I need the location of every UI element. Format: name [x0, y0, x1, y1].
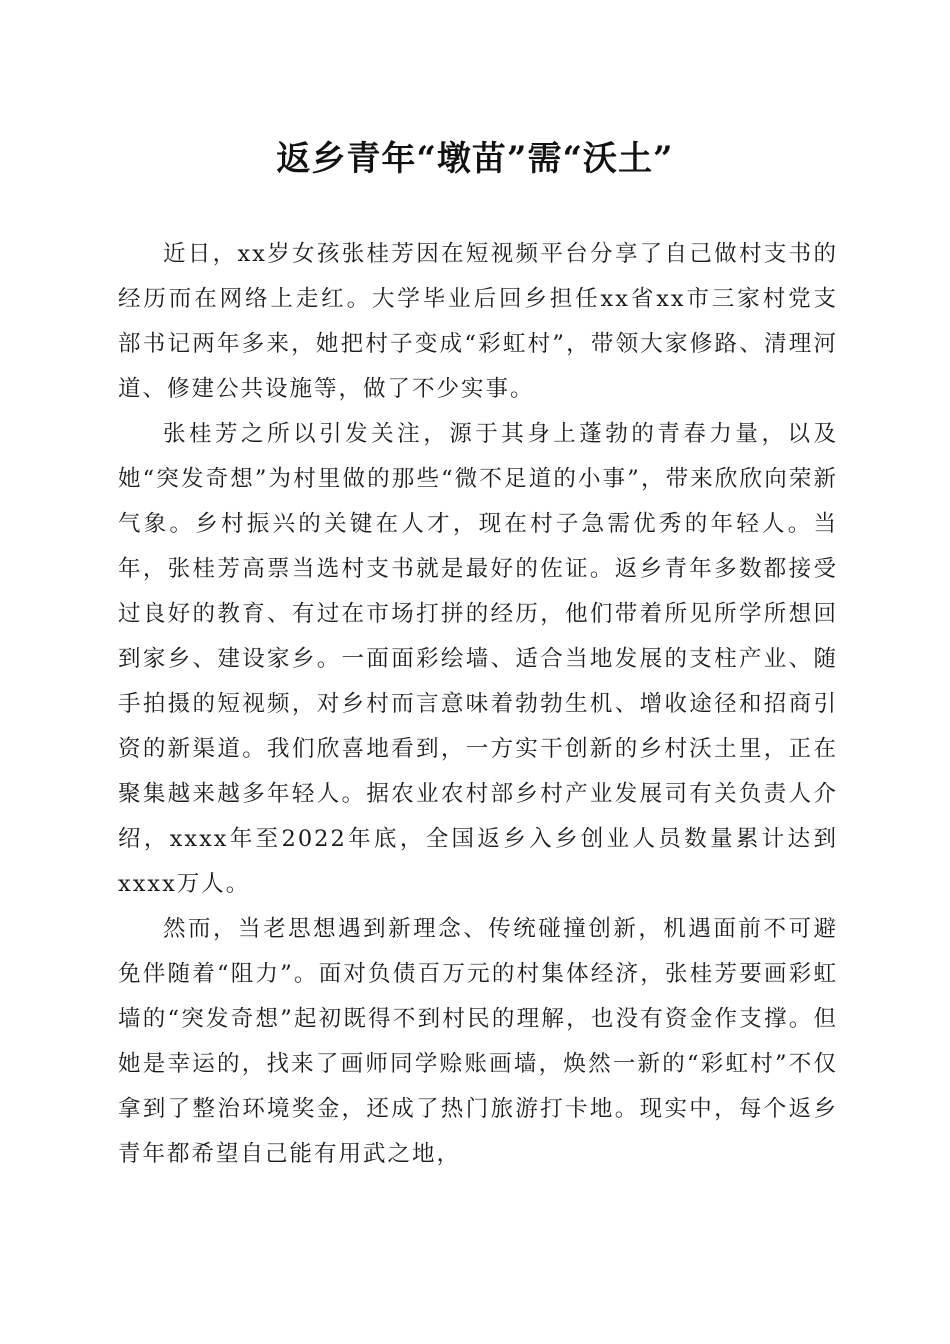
document-body	[118, 232, 838, 1177]
paragraph-2: 张桂芳之所以引发关注，源于其身上蓬勃的青春力量，以及她“突发奇想”为村里做的那些“微不足道的小事”，带来欣欣向荣新气象。乡村振兴的关键在人才，现在村子急需优秀的年轻人。当年，张桂芳高票当选村支书就是最好的佐证。返乡青年多数都接受过良好的教育、有过在市场打拼的经历，他们带着所见所学所想回到家乡、建设家乡。一面面彩绘墙、适合当地发展的支柱产业、随手拍摄的短视频，对乡村而言意味着勃勃生机、增收途径和招商引资的新渠道。我们欣喜地看到，一方实干创新的乡村沃土里，正在聚集越来越多年轻人。据农业农村部乡村产业发展司有关负责人介绍，xxxx年至2022年底，全国返乡入乡创业人员数量累计达到xxxx万人。	[118, 421, 838, 897]
paragraph-1: 近日，xx岁女孩张桂芳因在短视频平台分享了自己做村支书的经历而在网络上走红。大学毕业后回乡担任xx省xx市三家村党支部书记两年多来，她把村子变成“彩虹村”，带领大家修路、清理河道、修建公共设施等，做了不少实事。	[118, 241, 838, 402]
paragraph-3: 然而，当老思想遇到新理念、传统碰撞创新，机遇面前不可避免伴随着“阻力”。面对负债百万元的村集体经济，张桂芳要画彩虹墙的“突发奇想”起初既得不到村民的理解，也没有资金作支撑。但她是幸运的，找来了画师同学赊账画墙，焕然一新的“彩虹村”不仅拿到了整治环境奖金，还成了热门旅游打卡地。现实中，每个返乡青年都希望自己能有用武之地，	[118, 916, 838, 1167]
document-title: 返乡青年“墩苗”需“沃土”	[276, 139, 674, 179]
